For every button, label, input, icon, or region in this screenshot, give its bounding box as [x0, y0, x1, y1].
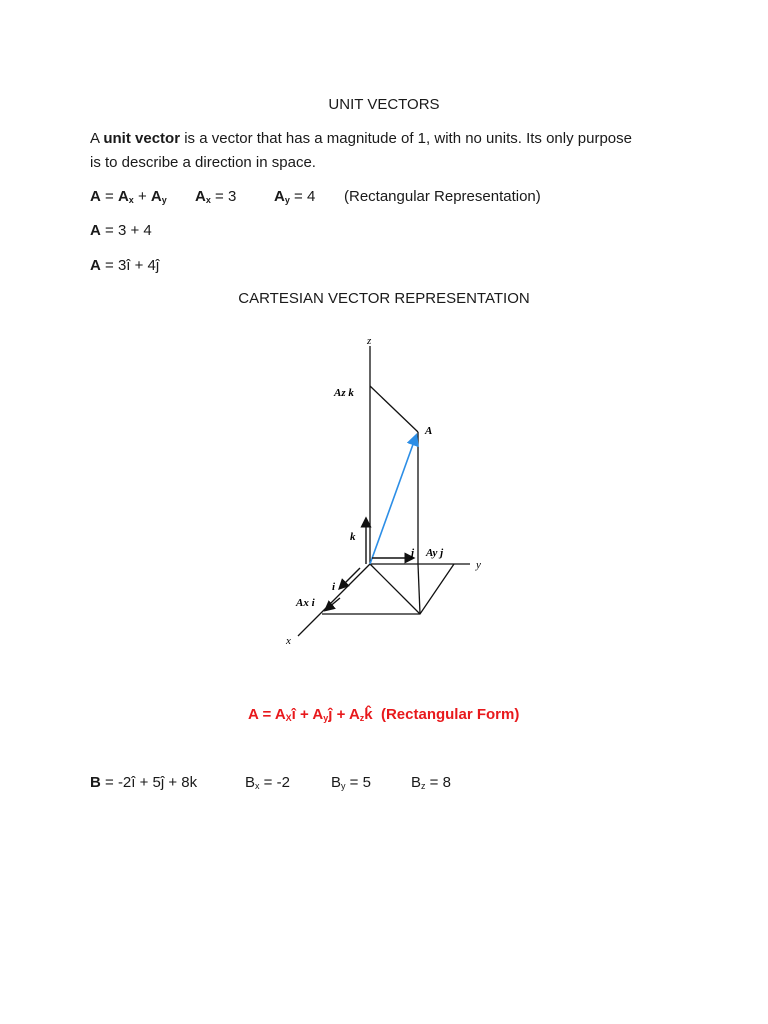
eq1-ay-value: $A_y = 4$	[274, 188, 316, 205]
intro-line-1	[90, 130, 632, 147]
intro-line-2: is to describe a direction in space.	[90, 154, 316, 171]
z-axis-label: z	[367, 335, 372, 347]
vector-a-arrow	[370, 436, 416, 564]
eq1-ay: $A_y$	[150, 188, 167, 205]
eq1-equals: =	[100, 188, 118, 205]
section-heading: CARTESIAN VECTOR REPRESENTATION	[238, 290, 530, 307]
eq1-ax: $A_x$	[117, 188, 134, 205]
equation-3: A = 3î + 4ĵ	[90, 257, 160, 274]
intro-post-1: is a vector that has a magnitude of 1, with no units. Its only purpose	[180, 130, 632, 147]
eq1-ax-value: $A_x = 3$	[195, 188, 237, 205]
intro-pre: A	[90, 130, 104, 147]
rectangular-form-equation: $A = A_Xî$ + $A_yĵ$ + $A_zk̂$ (Rectangular Form)	[248, 706, 520, 723]
equation-b: B = -2î + 5ĵ + 8k	[90, 774, 198, 791]
cartesian-vector-figure	[270, 328, 500, 658]
eq1-plus: +	[133, 188, 151, 205]
ayj-label: Ay j	[426, 547, 444, 559]
projection-top	[370, 386, 418, 432]
base-diagonal-1	[370, 564, 420, 614]
azk-label: Az k	[334, 387, 354, 399]
vector-diagram	[270, 328, 500, 658]
vector-a-label: A	[425, 425, 433, 437]
bz-value: $B_z = 8$	[411, 774, 451, 791]
axi-label: Ax i	[296, 597, 315, 609]
eq1-a: A	[90, 188, 101, 205]
unit-j-label: j	[411, 547, 415, 559]
page-title: UNIT VECTORS	[328, 96, 440, 113]
bx-value: $B_x = -2$	[245, 774, 290, 791]
base-outline	[322, 564, 454, 614]
rectangular-form-note: (Rectangular Form)	[380, 706, 520, 723]
unit-i-label: i	[332, 581, 336, 593]
by-value: $B_y = 5$	[331, 774, 371, 791]
eq1-note: (Rectangular Representation)	[344, 188, 541, 205]
y-axis-label: y	[476, 559, 481, 571]
unit-k-label: k	[350, 531, 356, 543]
base-diagonal-2	[418, 564, 420, 614]
equation-2: A = 3 + 4	[90, 222, 152, 239]
intro-bold-term: unit vector	[103, 130, 181, 147]
equation-1	[90, 188, 167, 205]
x-axis-label: x	[286, 635, 291, 647]
